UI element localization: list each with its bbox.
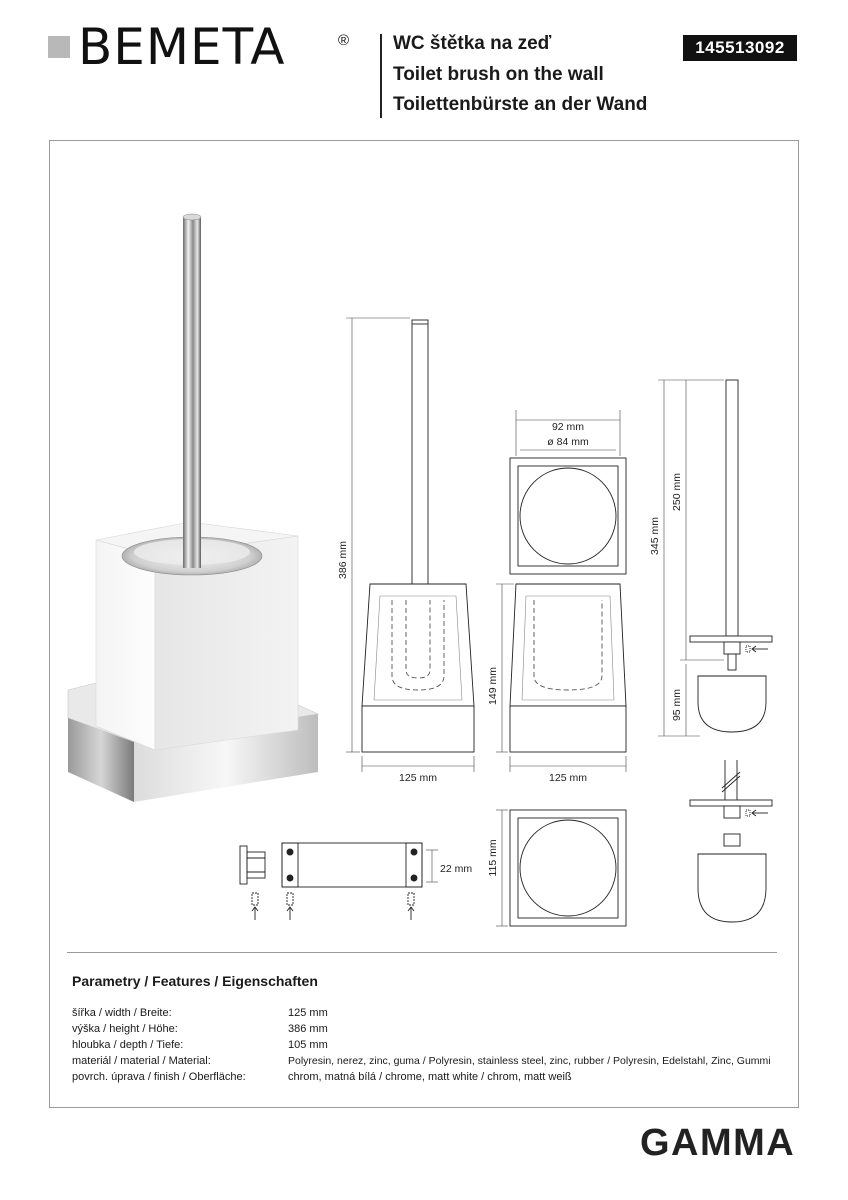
front-view [362, 320, 474, 752]
series-name: GAMMA [640, 1122, 796, 1164]
dim-cup-inner: ø 84 mm [547, 436, 589, 448]
brand-logo: BEMETA [78, 18, 286, 76]
spec-label-depth: hloubka / depth / Tiefe: [72, 1039, 184, 1051]
section-divider [67, 952, 777, 953]
side-view [510, 584, 626, 752]
dim-handle-length: 250 mm [671, 473, 683, 511]
top-view-cup [510, 458, 626, 574]
top-view-base [510, 810, 626, 926]
title-english: Toilet brush on the wall [393, 64, 604, 85]
spec-value-width: 125 mm [288, 1007, 328, 1019]
body-left-face [96, 540, 155, 750]
title-czech: WC štětka na zeď [393, 33, 552, 54]
dim-cup-outer: 92 mm [551, 421, 585, 433]
dim-head-height: 95 mm [671, 688, 683, 722]
dim-depth: 115 mm [487, 839, 499, 877]
product-photo [68, 214, 318, 802]
registered-mark: ® [338, 32, 350, 49]
spec-label-height: výška / height / Höhe: [72, 1023, 178, 1035]
spec-value-material: Polyresin, nerez, zinc, guma / Polyresin, stainless steel, zinc, rubber / Polyresin, Edelstahl, Zinc, Gummi [288, 1055, 771, 1067]
spec-value-height: 386 mm [288, 1023, 328, 1035]
spec-value-finish: chrom, matná bílá / chrome, matt white / chrom, matt weiß [288, 1071, 572, 1083]
dim-side-width: 125 mm [549, 772, 587, 784]
features-title: Parametry / Features / Eigenschaften [72, 973, 318, 989]
dim-brush-height: 345 mm [649, 517, 661, 555]
brush-detail-view [690, 760, 772, 922]
spec-label-width: šířka / width / Breite: [72, 1007, 172, 1019]
brush-view [690, 380, 772, 732]
spec-label-material: materiál / material / Material: [72, 1055, 211, 1067]
dim-front-width: 125 mm [399, 772, 437, 784]
dim-total-height: 386 mm [337, 541, 349, 579]
wall-bracket-view [240, 843, 422, 920]
handle-rod [183, 216, 201, 568]
product-code-badge: 145513092 [683, 35, 797, 61]
title-german: Toilettenbürste an der Wand [393, 94, 648, 115]
dim-cup-height: 149 mm [487, 667, 499, 705]
spec-label-finish: povrch. úprava / finish / Oberfläche: [72, 1071, 246, 1083]
spec-value-depth: 105 mm [288, 1039, 328, 1051]
dim-bracket-height: 22 mm [440, 863, 473, 875]
